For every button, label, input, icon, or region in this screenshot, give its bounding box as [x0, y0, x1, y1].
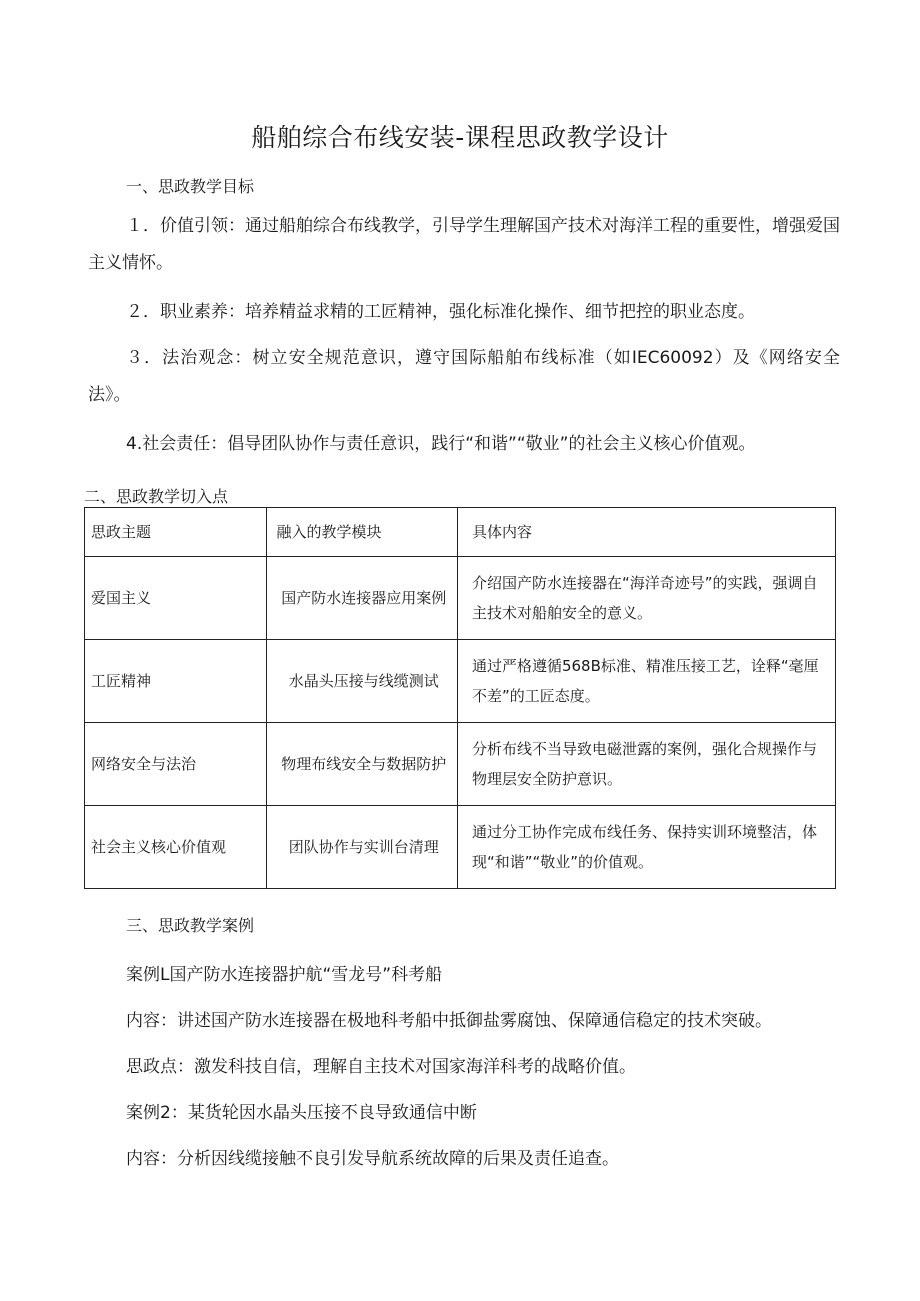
row-module: 物理布线安全与数据防护: [266, 723, 457, 806]
row-content: 介绍国产防水连接器在“海洋奇迹号”的实践，强调自主技术对船舶安全的意义。: [457, 557, 835, 640]
row-module: 国产防水连接器应用案例: [266, 557, 457, 640]
row-content: 通过分工协作完成布线任务、保持实训环境整洁，体现“和谐”“敬业”的价值观。: [457, 806, 835, 889]
section2-heading: 二、思政教学切入点: [84, 487, 229, 506]
row-content: 通过严格遵循568B标准、精准压接工艺，诠释“毫厘不差”的工匠态度。: [457, 640, 835, 723]
section1-heading: 一、思政教学目标: [126, 177, 255, 196]
row-theme: 社会主义核心价值观: [85, 806, 267, 889]
row-content: 分析布线不当导致电磁泄露的案例，强化合规操作与物理层安全防护意识。: [457, 723, 835, 806]
header-module: 融入的教学模块: [266, 508, 457, 557]
row-module: 水晶头压接与线缆测试: [266, 640, 457, 723]
header-theme: 思政主题: [85, 508, 267, 557]
row-theme: 网络安全与法治: [85, 723, 267, 806]
goal-3: ３．法治观念：树立安全规范意识，遵守国际船舶布线标准（如IEC60092）及《网络安全法》。: [88, 348, 840, 405]
goal-4: 4.社会责任：倡导团队协作与责任意识，践行“和谐”“敬业”的社会主义核心价值观。: [126, 434, 756, 454]
table-row: [85, 640, 836, 723]
header-content: 具体内容: [457, 508, 835, 557]
table-row: [85, 723, 836, 806]
goal-2: ２．职业素养：培养精益求精的工匠精神，强化标准化操作、细节把控的职业态度。: [126, 302, 755, 322]
row-theme: 工匠精神: [85, 640, 267, 723]
case-1-content: 内容：讲述国产防水连接器在极地科考船中抵御盐雾腐蚀、保障通信稳定的技术突破。: [126, 1011, 772, 1031]
row-theme: 爱国主义: [85, 557, 267, 640]
integration-points-table: [84, 507, 836, 889]
case-2-title: 案例2：某货轮因水晶头压接不良导致通信中断: [126, 1103, 477, 1123]
page-title: 船舶综合布线安装-课程思政教学设计: [251, 123, 669, 152]
case-1-title: 案例L国产防水连接器护航“雪龙号”科考船: [126, 965, 443, 985]
table-row: [85, 557, 836, 640]
table-row: [85, 806, 836, 889]
table-header-row: [85, 508, 836, 557]
section3-heading: 三、思政教学案例: [126, 916, 255, 935]
row-module: 团队协作与实训台清理: [266, 806, 457, 889]
case-2-content: 内容：分析因线缆接触不良引发导航系统故障的后果及责任追查。: [126, 1149, 619, 1169]
goal-1: １．价值引领：通过船舶综合布线教学，引导学生理解国产技术对海洋工程的重要性，增强爱国主义情怀。: [88, 216, 840, 273]
case-1-point: 思政点：激发科技自信，理解自主技术对国家海洋科考的战略价值。: [126, 1057, 636, 1077]
